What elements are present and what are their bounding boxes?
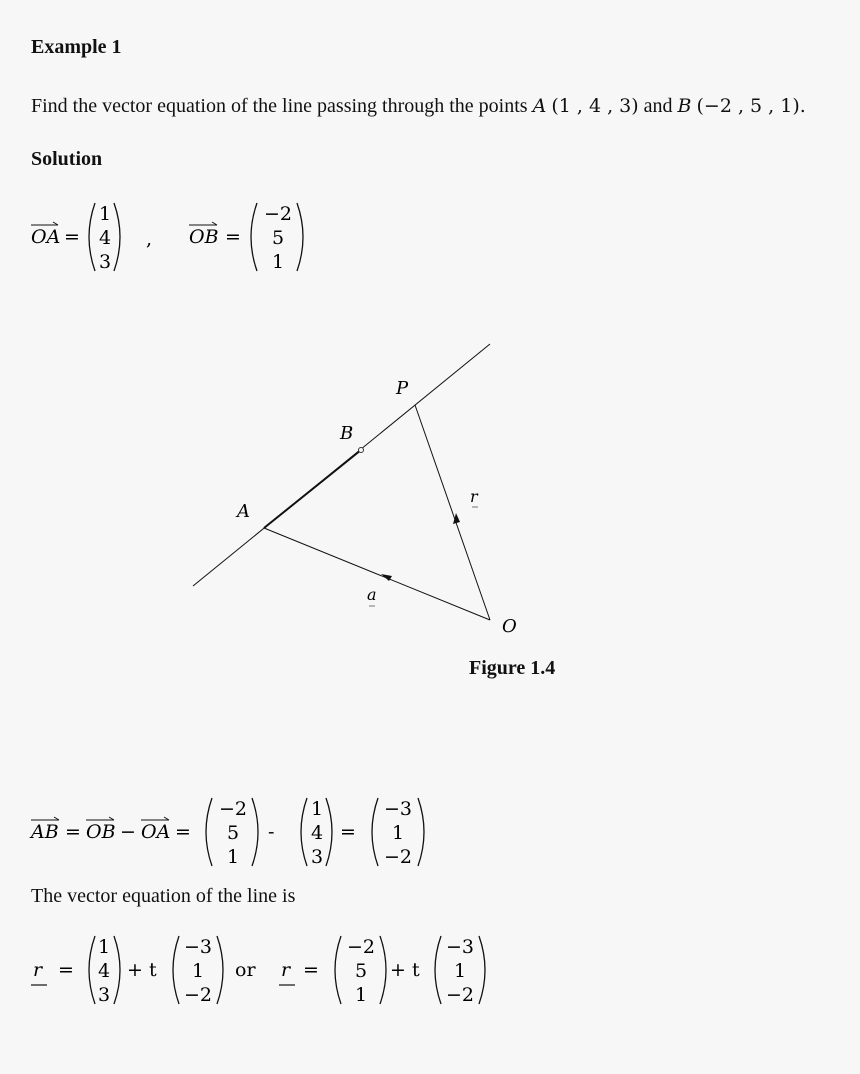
label-o: O <box>502 616 517 637</box>
ab-oa-label: OA <box>141 821 171 843</box>
oa-z: 3 <box>98 251 112 273</box>
point-b-coords: (−2 , 5 , 1). <box>696 95 806 117</box>
ob-x: −2 <box>263 203 293 225</box>
ab-ob-label: OB <box>86 821 116 843</box>
point-b-marker <box>359 448 364 453</box>
label-a: A <box>237 501 250 522</box>
ab-oa-z: 3 <box>310 846 324 868</box>
ob-y: 5 <box>271 227 285 249</box>
r-symbol-2: r <box>281 959 291 981</box>
figure-1-4 <box>0 330 860 690</box>
pos2-x: −2 <box>346 936 376 958</box>
ab-equation <box>0 790 860 875</box>
ab-eq-3: = <box>340 821 356 843</box>
point-a-coords: (1 , 4 , 3) <box>551 95 639 117</box>
dir1-z: −2 <box>183 984 213 1006</box>
ab-result-y: 1 <box>391 822 405 844</box>
eq-1: = <box>58 959 74 981</box>
oa-right-paren <box>114 203 120 271</box>
segment-ab <box>264 450 361 528</box>
ab-minus-2: - <box>268 821 275 843</box>
ab-eq-1: = <box>65 821 81 843</box>
dir1-x: −3 <box>183 936 213 958</box>
position-vectors <box>0 195 860 280</box>
vector-oa-line <box>264 528 490 620</box>
dir2-y: 1 <box>453 960 467 982</box>
ab-ob-y: 5 <box>226 822 240 844</box>
ab-label: AB <box>31 821 59 843</box>
oa-left-paren <box>89 203 95 271</box>
point-b-label: B <box>677 95 692 117</box>
plus-t-2: + t <box>390 959 420 981</box>
pos1-x: 1 <box>97 936 111 958</box>
pos2-y: 5 <box>354 960 368 982</box>
final-equation <box>0 928 860 1013</box>
point-a-label: A <box>532 95 547 117</box>
ab-ob-x: −2 <box>218 798 248 820</box>
problem-statement <box>31 95 806 118</box>
pos2-z: 1 <box>354 984 368 1006</box>
plus-t-1: + t <box>127 959 157 981</box>
ab-oa-y: 4 <box>310 822 324 844</box>
ab-result-z: −2 <box>383 846 413 868</box>
pos1-y: 4 <box>97 960 111 982</box>
ob-equals: = <box>225 226 241 248</box>
label-r: r <box>470 487 478 506</box>
pos1-z: 3 <box>97 984 111 1006</box>
ab-result-x: −3 <box>383 798 413 820</box>
ob-left-paren <box>251 203 257 271</box>
ob-label: OB <box>189 226 219 248</box>
ab-oa-x: 1 <box>310 798 324 820</box>
problem-prefix: Find the vector equation of the line passing through the points <box>31 95 533 117</box>
dir2-x: −3 <box>445 936 475 958</box>
example-heading: Example 1 <box>31 36 122 58</box>
oa-x: 1 <box>98 203 112 225</box>
oa-equals: = <box>64 226 80 248</box>
vector-separator-comma: , <box>146 228 153 250</box>
vector-equation-intro: The vector equation of the line is <box>31 885 296 907</box>
dir1-y: 1 <box>191 960 205 982</box>
vector-r-arrow <box>453 513 460 524</box>
label-a-vector: a <box>367 585 377 604</box>
label-p: P <box>396 378 409 399</box>
eq-2: = <box>303 959 319 981</box>
and-text: and <box>638 95 678 117</box>
label-b: B <box>340 423 354 444</box>
r-symbol-1: r <box>33 959 43 981</box>
ab-eq-2: = <box>175 821 191 843</box>
ab-ob-z: 1 <box>226 846 240 868</box>
ab-minus: − <box>120 821 136 843</box>
solution-heading: Solution <box>31 148 103 170</box>
ob-z: 1 <box>271 251 285 273</box>
oa-y: 4 <box>98 227 112 249</box>
ob-right-paren <box>297 203 303 271</box>
dir2-z: −2 <box>445 984 475 1006</box>
oa-label: OA <box>31 226 61 248</box>
or-text: or <box>235 959 256 981</box>
vector-op-line <box>415 405 490 620</box>
figure-caption: Figure 1.4 <box>469 657 556 679</box>
